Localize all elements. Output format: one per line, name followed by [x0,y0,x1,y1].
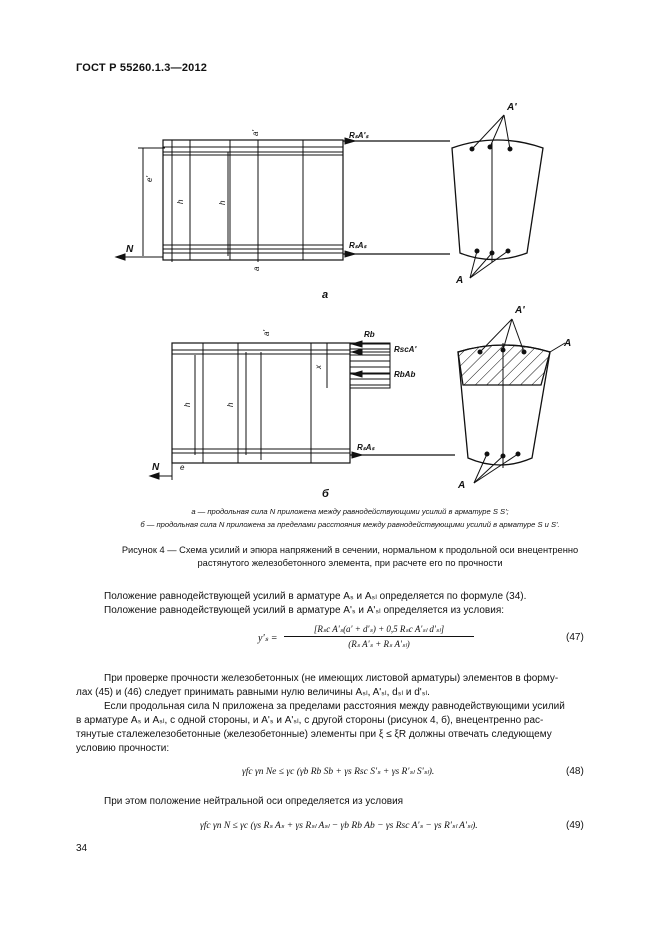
equation-number-47: (47) [566,632,584,643]
paragraph-4-line4: условию прочности: [76,743,170,754]
paragraph-4-line2: в арматуре Aₛ и Aₛₗ, с одной стороны, и A'ₛ и A'ₛₗ, с другой стороны (рисунок 4, б), внецентренно рас- [76,715,544,726]
label-h-b: h [183,402,192,407]
figure-caption-line1: Рисунок 4 — Схема усилий и эпюра напряжений в сечении, нормальном к продольной оси внецентренно [121,545,579,555]
label-a-prime-a: a' [251,130,260,136]
diagram-b-section [458,319,565,483]
label-as-a: A [456,275,464,286]
page-header: ГОСТ Р 55260.1.3—2012 [76,62,208,74]
label-as-prime-b: A' [515,305,525,316]
sublabel-a: а [322,289,329,301]
label-e-prime-a: e' [145,176,154,182]
equation-number-48: (48) [566,766,584,777]
figure-caption-line2: растянутого железобетонного элемента, при расчете его по прочности [197,558,503,568]
sublabel-b: б [322,488,329,500]
label-h0-a: h [218,200,227,205]
label-x: x [314,365,323,369]
label-a-a: a [252,266,261,271]
label-as-prime-a: A' [507,102,517,113]
formula-47-numerator: [Rₛc A'ₛ(a' + d'ₛ) + 0,5 Rₛc A'ₛₗ d'ₛₗ] [284,624,474,637]
figure-caption [100,544,600,570]
figure-legend-b: б — продольная сила N приложена за пределами расстояния между равнодействующими усилий в арматуре S и S'. [140,520,560,529]
formula-48: γfc γn Ne ≤ γc (γb Rb Sb + γs Rsc S'ₛ + γs R'ₛₗ S'ₛₗ). [242,767,435,777]
label-rsas-b: RₛAₛ [357,443,375,452]
paragraph-3-line2: лах (45) и (46) следует принимать равными нулю величины Aₛₗ, A'ₛₗ, dₛₗ и d'ₛₗ. [76,687,430,698]
label-h0-b: h [226,402,235,407]
label-rb: Rb [364,330,375,339]
label-e-b: e [180,463,185,472]
label-n-a: N [126,244,134,255]
paragraph-4-line3: тянутые сталежелезобетонные (железобетонные) элементы при ξ ≤ ξR должны отвечать следующему [76,729,552,740]
paragraph-4-line1: Если продольная сила N приложена за пределами расстояния между равнодействующими усилий [104,701,565,712]
formula-47-lhs: y'ₛ = [258,633,278,644]
label-a0: A [564,338,572,349]
formula-47-denominator: (Rₛ A'ₛ + Rₛ A'ₛₗ) [348,639,410,649]
label-rsc-as: RscA' [394,345,417,354]
label-as-b: A [458,480,466,491]
diagram-a-section [452,115,543,278]
figure-legend-a: а — продольная сила N приложена между равнодействующими усилий в арматуре S S'; [191,507,509,516]
diagram-b-beam [150,341,455,480]
diagram-a-beam [116,138,450,262]
label-rsas-prime-a: RₛA'ₛ [349,131,369,140]
label-n-b: N [152,462,160,473]
paragraph-1: Положение равнодействующей усилий в арматуре Aₛ и Aₛₗ определяется по формуле (34). [104,591,527,602]
label-rsas-a: RₛAₛ [349,241,367,250]
label-a-prime-b: a' [262,330,271,336]
label-h-a: h [176,199,185,204]
label-rb-ab: RbAb [394,370,416,379]
equation-number-49: (49) [566,820,584,831]
paragraph-3-line1: При проверке прочности железобетонных (не имеющих листовой арматуры) элементов в форму- [104,673,559,684]
page-number: 34 [76,843,88,854]
paragraph-2: Положение равнодействующей усилий в арматуре A'ₛ и A'ₛₗ определяется из условия: [104,605,505,616]
paragraph-5: При этом положение нейтральной оси определяется из условия [104,796,404,807]
formula-49: γfc γn N ≤ γc (γs Rₛ Aₛ + γs Rₛₗ Aₛₗ − γb Rb Ab − γs Rsc A'ₛ − γs R'ₛₗ A'ₛₗ). [200,821,478,831]
